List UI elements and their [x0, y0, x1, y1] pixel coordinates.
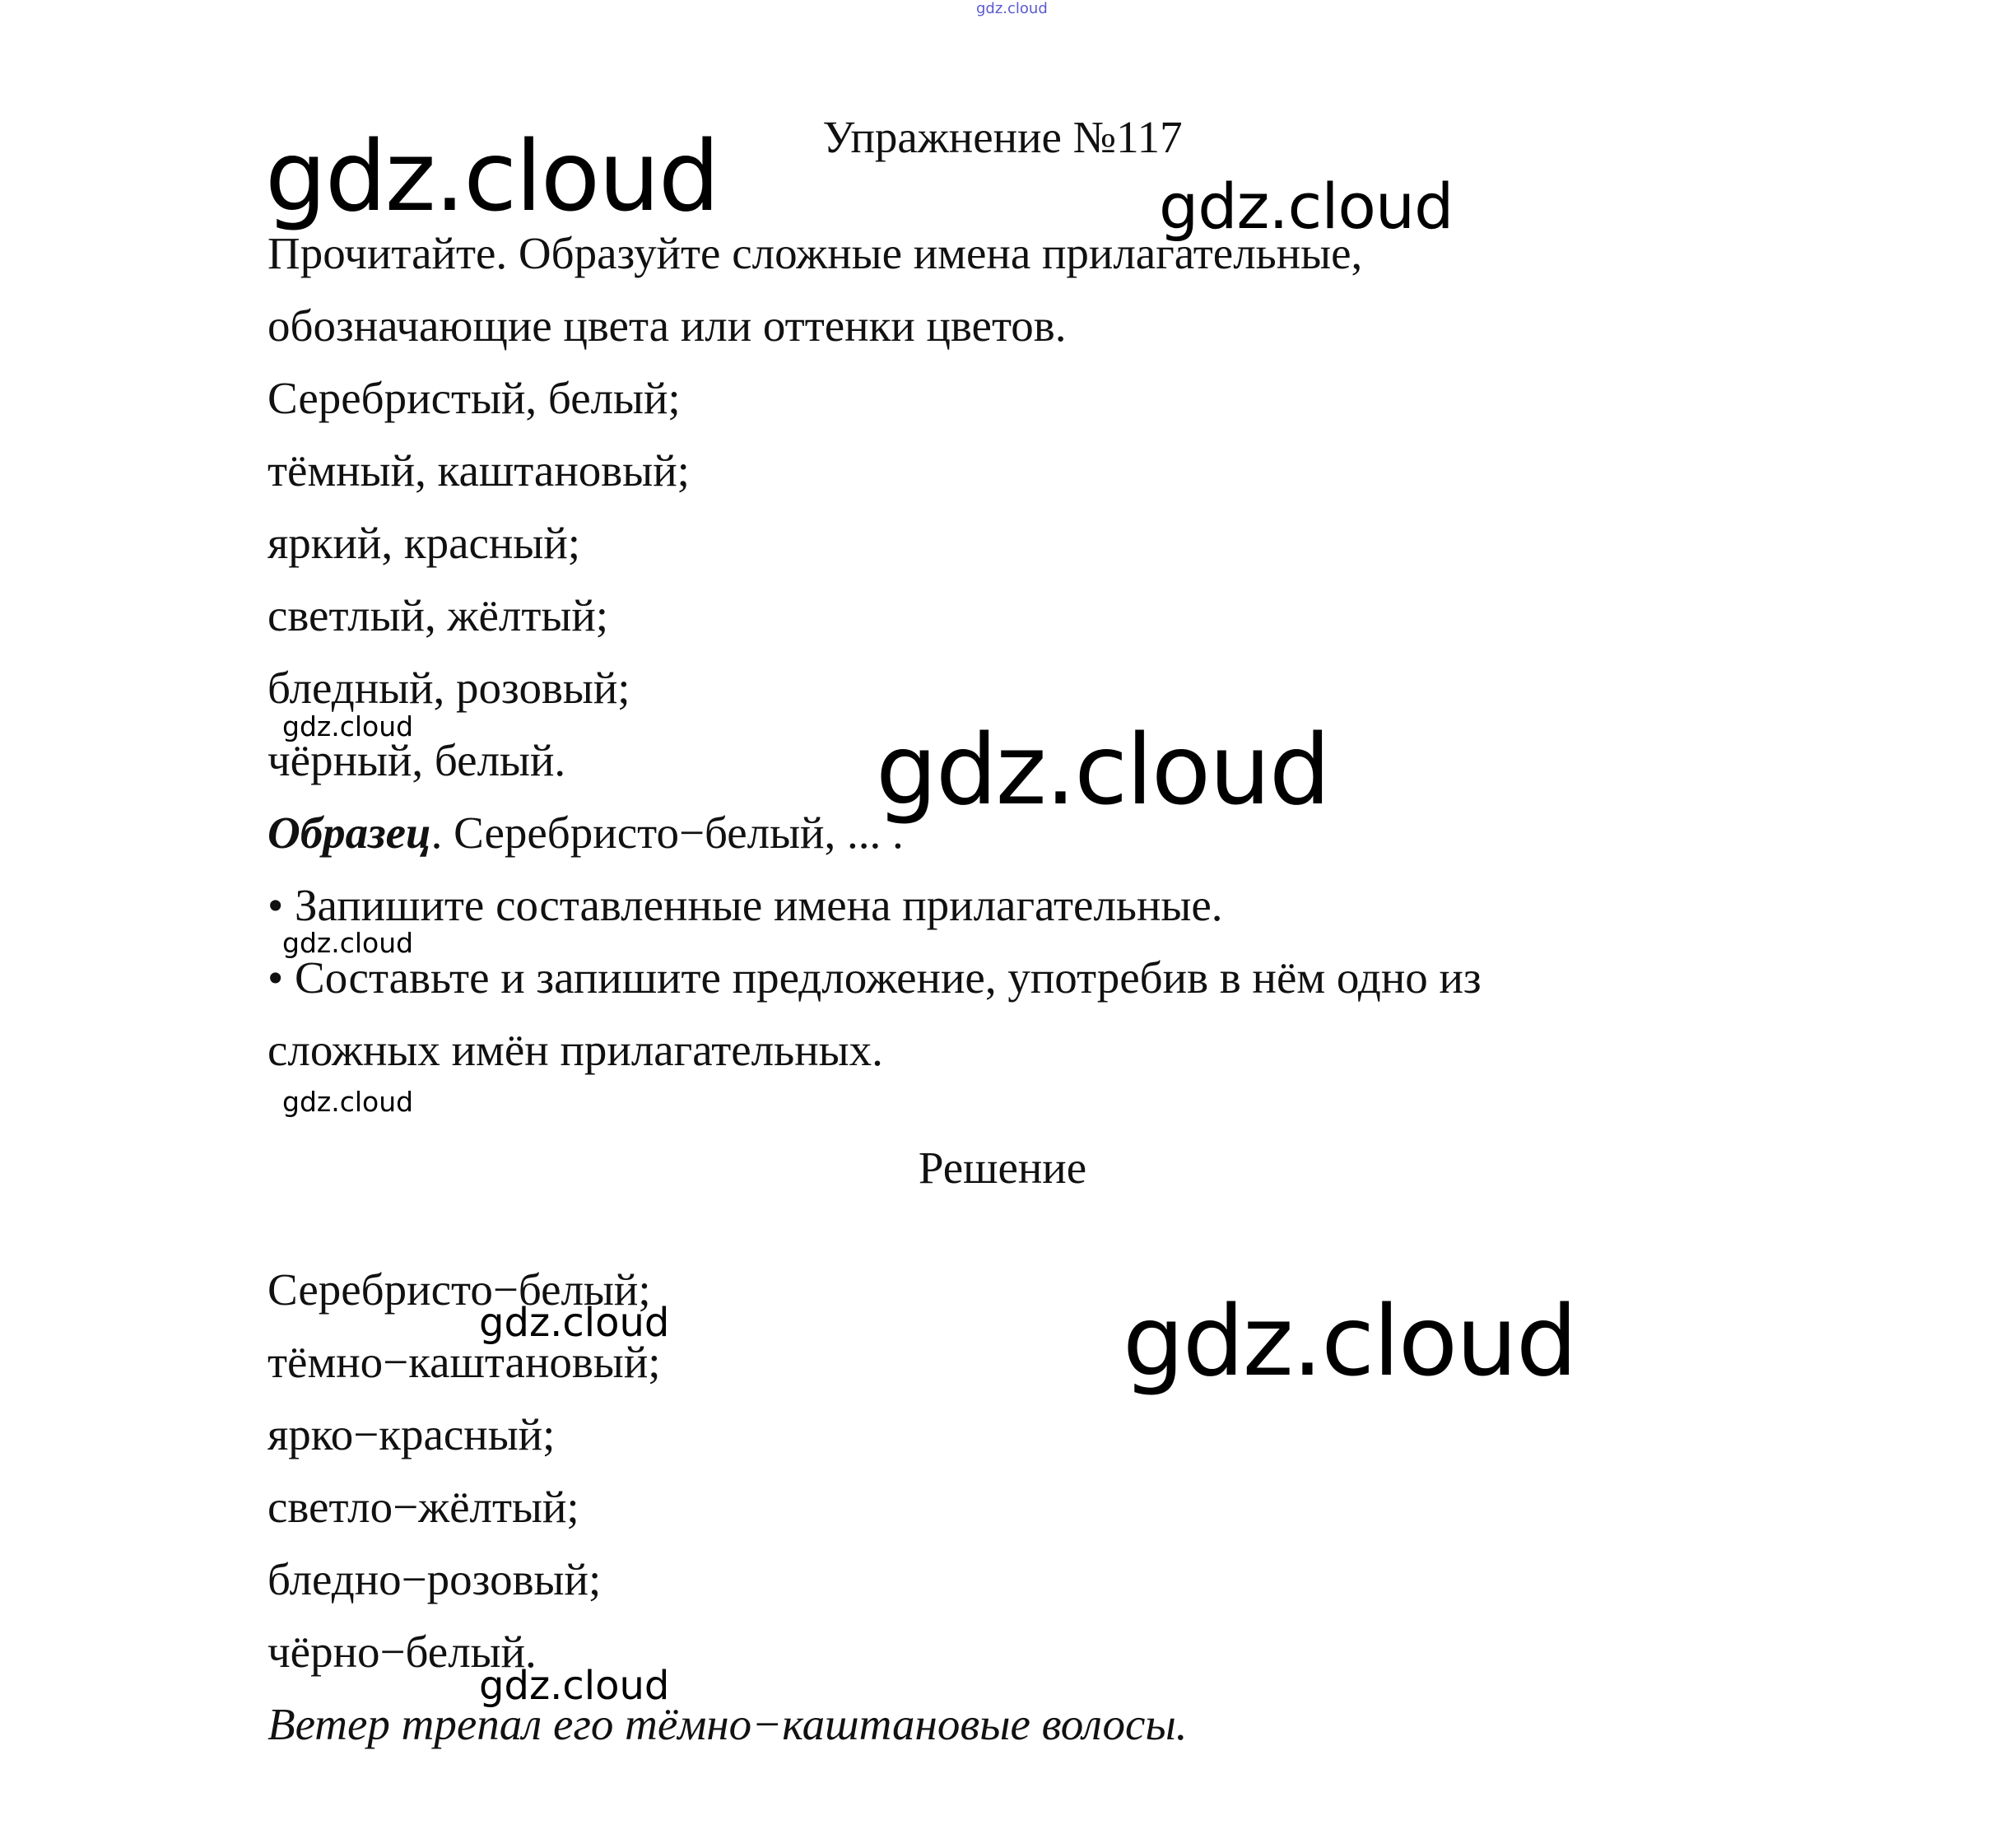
word-pair-2: тёмный, каштановый; — [267, 445, 690, 496]
answer-2: тёмно−каштановый; — [267, 1337, 661, 1387]
example-sentence: Ветер трепал его тёмно−каштановые волосы. — [267, 1699, 1188, 1749]
watermark-small-3: gdz.cloud — [282, 1086, 414, 1118]
instruction-line-2: обозначающие цвета или оттенки цветов. — [267, 300, 1067, 351]
answer-5: бледно−розовый; — [267, 1554, 602, 1604]
watermark-small-2: gdz.cloud — [282, 927, 414, 959]
sample-label: Образец — [267, 808, 431, 858]
solution-heading: Решение — [918, 1143, 1087, 1193]
watermark-top-right: gdz.cloud — [1159, 170, 1454, 243]
word-pair-4: светлый, жёлтый; — [267, 590, 609, 640]
watermark-top-tiny: gdz.cloud — [976, 0, 1048, 17]
word-pair-5: бледный, розовый; — [267, 663, 630, 713]
word-pair-1: Серебристый, белый; — [267, 373, 681, 423]
bullet-2: • Составьте и запишите предложение, употребив в нём одно из — [267, 952, 1482, 1003]
watermark-lower-right: gdz.cloud — [1123, 1284, 1576, 1398]
watermark-mid-1: gdz.cloud — [479, 1300, 670, 1346]
watermark-center: gdz.cloud — [876, 713, 1329, 826]
bullet-2-continuation: сложных имён прилагательных. — [267, 1025, 883, 1075]
answer-4: светло−жёлтый; — [267, 1482, 579, 1532]
watermark-small-1: gdz.cloud — [282, 710, 414, 742]
sample-line — [267, 806, 904, 860]
answer-6: чёрно−белый. — [267, 1627, 537, 1677]
watermark-top-left: gdz.cloud — [265, 119, 719, 233]
sample-text: . Серебристо−белый, ... . — [430, 808, 904, 858]
answer-3: ярко−красный; — [267, 1409, 556, 1459]
bullet-1: • Запишите составленные имена прилагательные. — [267, 880, 1223, 930]
watermark-mid-2: gdz.cloud — [479, 1663, 670, 1709]
word-pair-3: яркий, красный; — [267, 518, 581, 568]
word-pair-6: чёрный, белый. — [267, 735, 566, 785]
instruction-line-1: Прочитайте. Образуйте сложные имена прилагательные, — [267, 228, 1363, 278]
exercise-title: Упражнение №117 — [822, 112, 1183, 162]
answer-1: Серебристо−белый; — [267, 1264, 651, 1315]
